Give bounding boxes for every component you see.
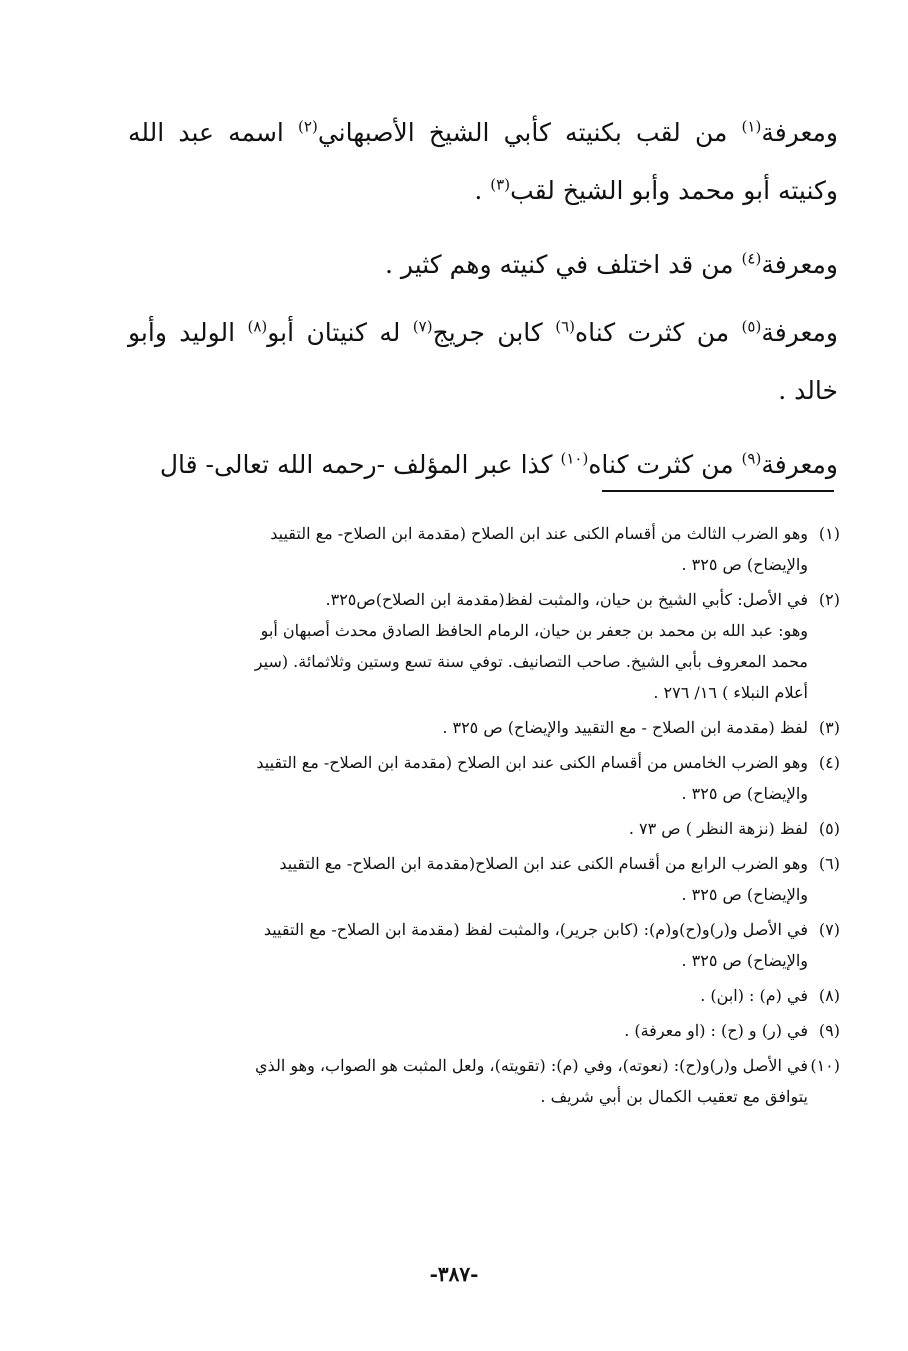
paragraph-text: اسمه عبد الله وكنيته أبو محمد وأبو الشيخ لقب <box>128 118 838 205</box>
footnote-line: والإيضاح) ص ٣٢٥ . <box>681 885 808 904</box>
footnote <box>128 813 840 844</box>
paragraph-text: . <box>474 176 491 205</box>
footnote-line: لفظ (نزهة النظر ) ص ٧٣ . <box>628 819 808 838</box>
footnote-text <box>128 914 808 976</box>
footnote-line: في الأصل: كأبي الشيخ بن حيان، والمثبت لفظ(مقدمة ابن الصلاح)ص٣٢٥. <box>325 590 808 609</box>
footnote-marker: (٥) <box>741 317 762 336</box>
footnote-text <box>128 747 808 809</box>
footnote-line: والإيضاح) ص ٣٢٥ . <box>681 555 808 574</box>
footnote-marker: (٣) <box>490 175 511 194</box>
paragraph-text: ومعرفة <box>761 250 838 279</box>
footnote <box>128 1015 840 1046</box>
footnote-text <box>128 1015 808 1046</box>
footnote-line: وهو الضرب الخامس من أقسام الكنى عند ابن الصلاح (مقدمة ابن الصلاح- مع التقييد <box>256 753 808 772</box>
paragraph-text: كذا عبر المؤلف -رحمه الله تعالى- قال <box>159 450 561 479</box>
footnote-number: (٩) <box>818 1021 840 1040</box>
paragraph <box>128 304 838 420</box>
footnote-line: محمد المعروف بأبي الشيخ. صاحب التصانيف. توفي سنة تسع وستين وثلاثمائة. (سير <box>254 652 808 671</box>
footnote-line: والإيضاح) ص ٣٢٥ . <box>681 951 808 970</box>
paragraph-text: ومعرفة <box>761 450 838 479</box>
paragraph-text: من قد اختلف في كنيته وهم كثير . <box>385 250 742 279</box>
footnote <box>128 848 840 910</box>
footnote-number: (٨) <box>818 986 840 1005</box>
footnote-number: (٦) <box>818 854 840 873</box>
footnote-text <box>128 584 808 708</box>
main-text <box>128 104 838 494</box>
footnote-marker: (٩) <box>741 449 762 468</box>
footnote-number: (٣) <box>818 718 840 737</box>
paragraph <box>128 104 838 220</box>
footnote-text <box>128 518 808 580</box>
paragraph-text: ومعرفة <box>761 118 838 147</box>
footnote-line: وهو الضرب الثالث من أقسام الكنى عند ابن الصلاح (مقدمة ابن الصلاح- مع التقييد <box>270 524 808 543</box>
paragraph-text: من كثرت كناه <box>588 450 742 479</box>
footnote-line: في (م) : (ابن) . <box>700 986 808 1005</box>
footnote-line: وهو الضرب الرابع من أقسام الكنى عند ابن الصلاح(مقدمة ابن الصلاح- مع التقييد <box>279 854 808 873</box>
footnote-text <box>128 1050 808 1112</box>
footnote-marker: (١٠) <box>560 449 589 468</box>
paragraph-text: من كثرت كناه <box>575 318 742 347</box>
paragraph-text: الوليد وأبو خالد . <box>128 318 838 405</box>
footnote-line: في الأصل و(ر)و(ح)و(م): (كابن جرير)، والمثبت لفظ (مقدمة ابن الصلاح- مع التقييد <box>263 920 808 939</box>
footnote-marker: (٨) <box>247 317 268 336</box>
footnote-line: والإيضاح) ص ٣٢٥ . <box>681 784 808 803</box>
footnote <box>128 1050 840 1112</box>
footnote-marker: (٦) <box>555 317 575 336</box>
footnote <box>128 747 840 809</box>
footnote-marker: (٢) <box>298 117 318 136</box>
footnote-number: (٧) <box>818 920 840 939</box>
footnote-text <box>128 980 808 1011</box>
footnote-marker: (١) <box>741 117 762 136</box>
footnote-text <box>128 848 808 910</box>
footnote-number: (٢) <box>818 590 840 609</box>
footnote <box>128 712 840 743</box>
footnote-line: وهو: عبد الله بن محمد بن جعفر بن حيان، الرمام الحافظ الصادق محدث أصبهان أبو <box>260 621 808 640</box>
footnote-line: في الأصل و(ر)و(ح): (نعوته)، وفي (م): (تقويته)، ولعل المثبت هو الصواب، وهو الذي <box>255 1056 808 1075</box>
footnote <box>128 980 840 1011</box>
footnote-text <box>128 813 808 844</box>
paragraph <box>128 436 838 494</box>
footnote-marker: (٤) <box>741 249 762 268</box>
footnote-text <box>128 712 808 743</box>
page-number: -٣٨٧- <box>429 1262 479 1286</box>
paragraph-text: ومعرفة <box>761 318 839 347</box>
footnote-number: (٤) <box>818 753 840 772</box>
footnote-number: (١) <box>818 524 840 543</box>
footnotes <box>128 518 840 1116</box>
footnote-line: يتوافق مع تعقيب الكمال بن أبي شريف . <box>540 1087 808 1106</box>
footnote-number: (٥) <box>818 819 840 838</box>
paragraph-text: من لقب بكنيته كأبي الشيخ الأصبهاني <box>317 118 742 147</box>
paragraph-text: له كنيتان أبو <box>267 318 413 347</box>
footnote-marker: (٧) <box>412 317 433 336</box>
paragraph <box>128 236 838 294</box>
footnote-separator <box>602 490 834 492</box>
footnote <box>128 518 840 580</box>
paragraph-text: كابن جريج <box>432 318 556 347</box>
footnote <box>128 584 840 708</box>
footnote <box>128 914 840 976</box>
footnote-number: (١٠) <box>810 1056 840 1075</box>
footnote-line: أعلام النبلاء ) ١٦/ ٢٧٦ . <box>653 683 808 702</box>
footnote-line: في (ر) و (ح) : (او معرفة) . <box>624 1021 808 1040</box>
footnote-line: لفظ (مقدمة ابن الصلاح - مع التقييد والإيضاح) ص ٣٢٥ . <box>442 718 808 737</box>
